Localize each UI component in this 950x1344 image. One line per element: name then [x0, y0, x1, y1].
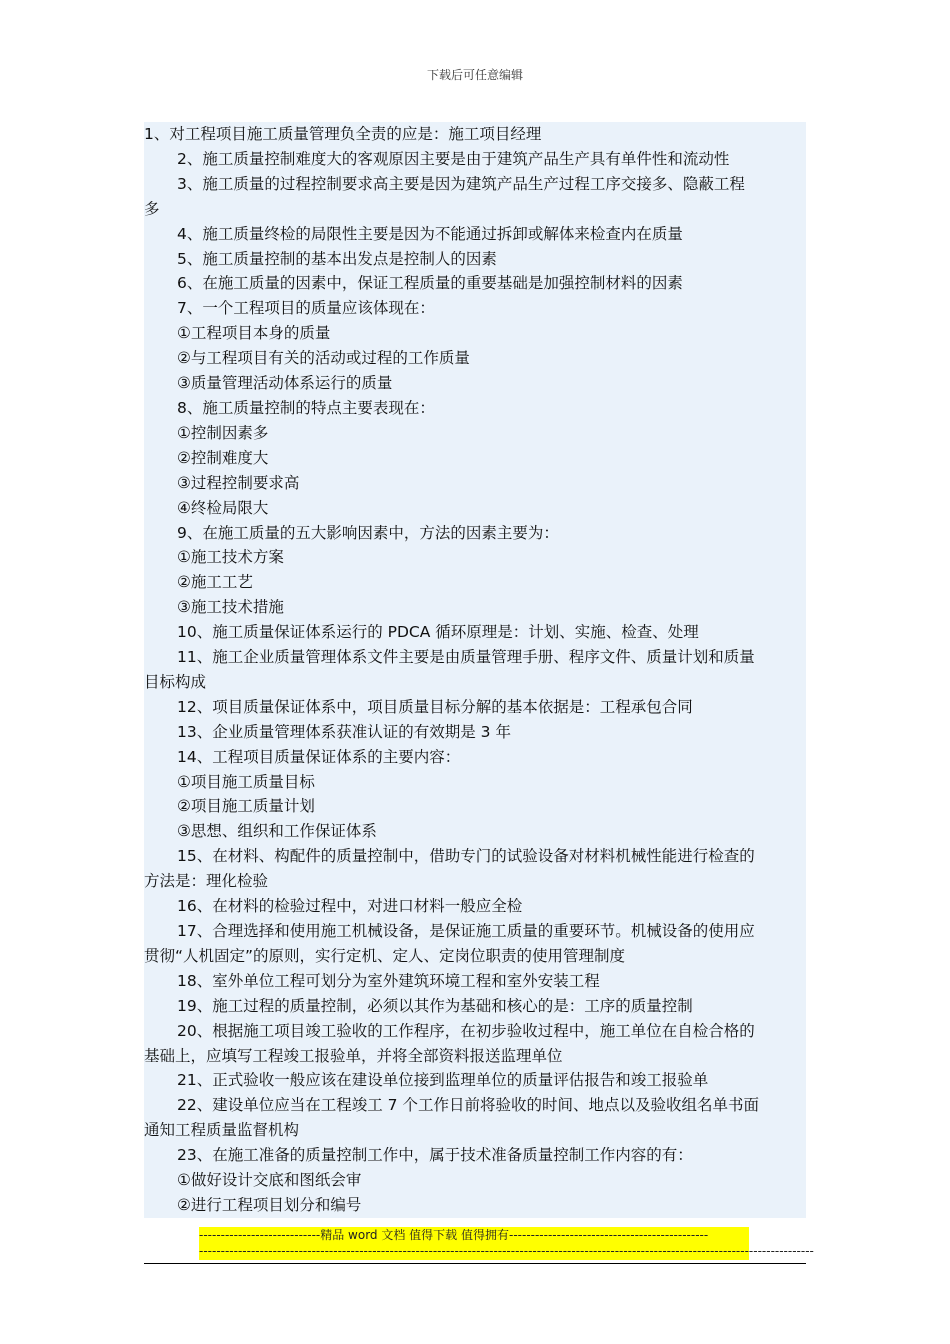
text-line: ④终检局限大 — [177, 498, 269, 517]
text-line: 13、企业质量管理体系获准认证的有效期是 3 年 — [177, 722, 511, 741]
text-line: 目标构成 — [144, 672, 207, 691]
text-line: 14、工程项目质量保证体系的主要内容： — [177, 747, 461, 766]
text-line: 20、根据施工项目竣工验收的工作程序，在初步验收过程中，施工单位在自检合格的 — [177, 1021, 755, 1040]
text-line: 贯彻“人机固定”的原则，实行定机、定人、定岗位职责的使用管理制度 — [144, 946, 626, 965]
text-line: 10、施工质量保证体系运行的 PDCA 循环原理是：计划、实施、检查、处理 — [177, 623, 699, 642]
footer-banner — [199, 1227, 814, 1260]
text-line: ②项目施工质量计划 — [177, 797, 315, 816]
text-line: 4、施工质量终检的局限性主要是因为不能通过拆卸或解体来检查内在质量 — [177, 224, 683, 243]
text-line: 5、施工质量控制的基本出发点是控制人的因素 — [177, 249, 497, 268]
text-line: ③质量管理活动体系运行的质量 — [177, 374, 393, 393]
text-line: 9、在施工质量的五大影响因素中，方法的因素主要为： — [177, 523, 559, 542]
banner-line-1: ----------------------------精品 word 文档 值得下载 值得拥有---------------------------------------------- — [199, 1228, 709, 1242]
text-line: ①施工技术方案 — [177, 548, 284, 567]
text-line: 23、在施工准备的质量控制工作中，属于技术准备质量控制工作内容的有： — [177, 1146, 693, 1165]
text-line: 通知工程质量监督机构 — [144, 1121, 300, 1140]
text-line: 17、合理选择和使用施工机械设备，是保证施工质量的重要环节。机械设备的使用应 — [177, 922, 755, 940]
text-line: 15、在材料、构配件的质量控制中，借助专门的试验设备对材料机械性能进行检查的 — [177, 847, 755, 866]
text-line: 7、一个工程项目的质量应该体现在： — [177, 299, 435, 318]
text-line: ②控制难度大 — [177, 448, 269, 467]
text-line: 6、在施工质量的因素中，保证工程质量的重要基础是加强控制材料的因素 — [177, 274, 683, 293]
text-line: 方法是：理化检验 — [144, 872, 269, 891]
document-body — [144, 122, 806, 1218]
text-line: 基础上，应填写工程竣工报验单，并将全部资料报送监理单位 — [144, 1046, 563, 1065]
text-line: 16、在材料的检验过程中，对进口材料一般应全检 — [177, 897, 523, 916]
text-line: 8、施工质量控制的特点主要表现在： — [177, 398, 435, 417]
text-line: ③过程控制要求高 — [177, 473, 300, 492]
text-line: 12、项目质量保证体系中，项目质量目标分解的基本依据是：工程承包合同 — [177, 697, 693, 716]
text-line: 21、正式验收一般应该在建设单位接到监理单位的质量评估报告和竣工报验单 — [177, 1071, 709, 1090]
banner-line-2: ---------------------------------------------------------------------------------------------------------------------------------------------- — [199, 1244, 814, 1258]
text-line: ②进行工程项目划分和编号 — [177, 1195, 362, 1214]
text-line: ②施工工艺 — [177, 573, 253, 592]
text-line: ②与工程项目有关的活动或过程的工作质量 — [177, 349, 470, 368]
text-line: 18、室外单位工程可划分为室外建筑环境工程和室外安装工程 — [177, 971, 600, 990]
text-line: ①做好设计交底和图纸会审 — [177, 1171, 362, 1190]
text-line: 多 — [144, 199, 160, 218]
text-line: 3、施工质量的过程控制要求高主要是因为建筑产品生产过程工序交接多、隐蔽工程 — [177, 174, 745, 193]
text-line: ①工程项目本身的质量 — [177, 324, 331, 343]
text-line: 11、施工企业质量管理体系文件主要是由质量管理手册、程序文件、质量计划和质量 — [177, 648, 755, 667]
footer-rule — [144, 1263, 806, 1264]
text-line: 1、对工程项目施工质量管理负全责的应是：施工项目经理 — [144, 125, 542, 143]
text-line: ③施工技术措施 — [177, 598, 284, 617]
text-line: 19、施工过程的质量控制，必须以其作为基础和核心的是：工序的质量控制 — [177, 996, 693, 1015]
text-line: ①控制因素多 — [177, 423, 269, 442]
page-header: 下载后可任意编辑 — [426, 68, 523, 82]
text-line: 22、建设单位应当在工程竣工 7 个工作日前将验收的时间、地点以及验收组名单书面 — [177, 1096, 759, 1115]
text-line: ③思想、组织和工作保证体系 — [177, 822, 377, 841]
text-line: ①项目施工质量目标 — [177, 772, 315, 791]
text-line: 2、施工质量控制难度大的客观原因主要是由于建筑产品生产具有单件性和流动性 — [177, 149, 730, 168]
